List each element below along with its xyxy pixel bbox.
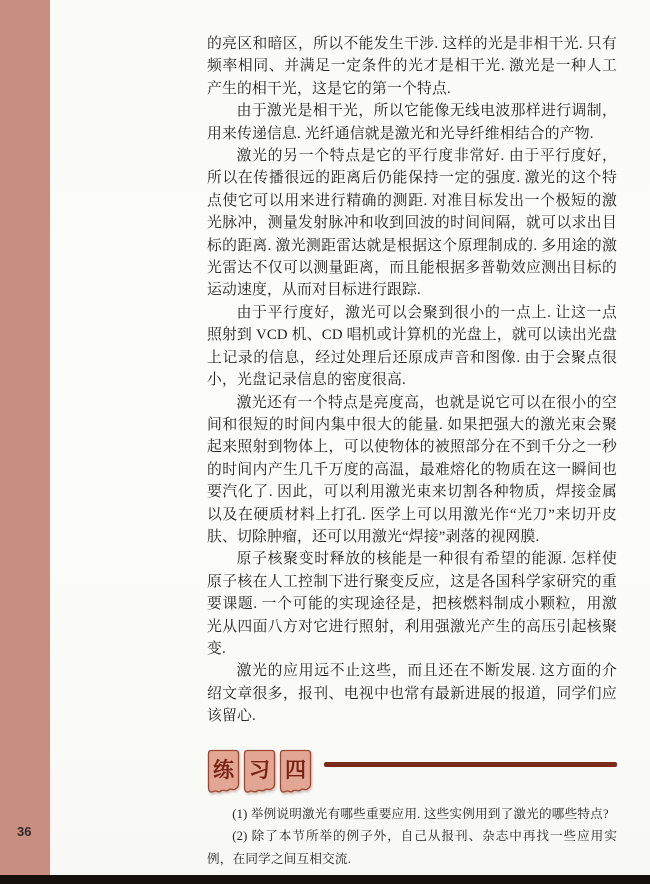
exercise-question-1: (1) 举例说明激光有哪些重要应用. 这些实例用到了激光的哪些特点? (232, 806, 609, 821)
exercise-title-char: 习 (249, 757, 270, 782)
exercise-title-tile (279, 749, 312, 796)
body-paragraph: 由于激光是相干光，所以它能像无线电波那样进行调制，用来传递信息. 光纤通信就是激光和光导纤维相结合的产物. (207, 103, 617, 142)
body-paragraph: 的亮区和暗区，所以不能发生干涉. 这样的光是非相干光. 只有频率相同、并满足一定条件的光才是相干光. 激光是一种人工产生的相干光，这是它的第一个特点. (207, 36, 617, 97)
exercise-rule-line (324, 762, 617, 767)
body-paragraph: 激光的应用远不止这些，而且还在不断发展. 这方面的介绍文章很多，报刊、电视中也常有最新进展的报道，同学们应该留心. (207, 663, 617, 725)
page-content (207, 33, 617, 870)
exercise-header (207, 749, 617, 796)
page-bottom-edge (0, 875, 650, 884)
body-paragraph: 原子核聚变时释放的核能是一种很有希望的能源. 怎样使原子核在人工控制下进行聚变反应，这是各国科学家研究的重要课题. 一个可能的实现途径是，把核燃料制成小颗粒，用激光从四面八方对它进行照射，利用强激光产生的高压引起核聚变. (207, 551, 617, 657)
exercise-title-char: 四 (285, 757, 306, 782)
body-paragraph: 激光还有一个特点是亮度高，也就是说它可以在很小的空间和很短的时间内集中很大的能量. 如果把强大的激光束会聚起来照射到物体上，可以使物体的被照部分在不到千分之一秒的时间内产生几千万度的高温，最难熔化的物质在这一瞬间也要汽化了. 因此，可以利用激光束来切割各种物质，焊接金属以及在硬质材料上打孔. 医学上可以用激光作“光刀”来切开皮肤、切除肿瘤，还可以用激光“焊接”剥落的视网膜. (207, 394, 617, 545)
body-paragraph: 由于平行度好，激光可以会聚到很小的一点上. 让这一点照射到 VCD 机、CD 唱机或计算机的光盘上，就可以读出光盘上记录的信息，经过处理后还原成声音和图像. 由于会聚点很小，光盘记录信息的密度很高. (207, 304, 617, 389)
exercise-question-2: (2) 除了本节所举的例子外，自己从报刊、杂志中再找一些应用实例，在同学之间互相交流. (207, 829, 617, 866)
exercise-title-char: 练 (213, 757, 234, 782)
page-number: 36 (17, 824, 32, 839)
exercise-title-tile (207, 749, 240, 796)
left-margin-strip (0, 0, 50, 876)
body-paragraph: 激光的另一个特点是它的平行度非常好. 由于平行度好，所以在传播很远的距离后仍能保持一定的强度. 激光的这个特点使它可以用来进行精确的测距. 对准目标发出一个极短的激光脉冲，测量发射脉冲和收到回波的时间间隔，就可以求出目标的距离. 激光测距雷达就是根据这个原理制成的. 多用途的激光雷达不仅可以测量距离，而且能根据多普勒效应测出目标的运动速度，从而对目标进行跟踪. (207, 148, 617, 299)
exercise-title-tile (243, 749, 276, 796)
